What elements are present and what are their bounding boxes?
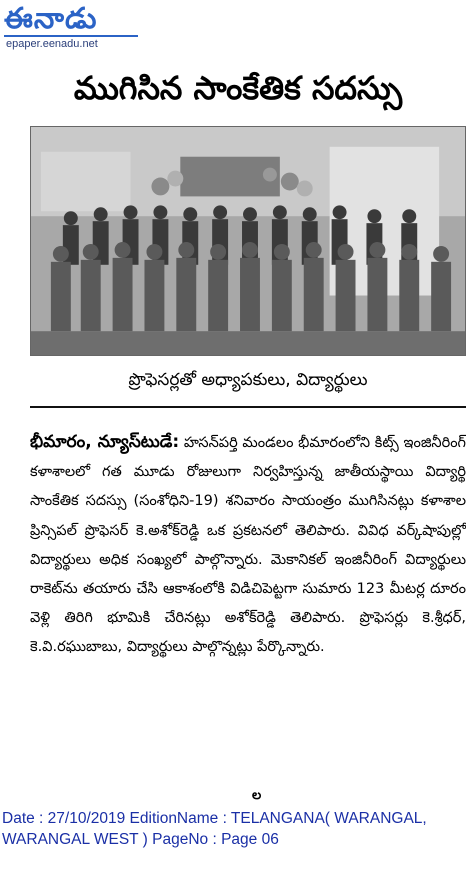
divider xyxy=(30,406,466,408)
footer-line-2: WARANGAL WEST ) PageNo : Page 06 xyxy=(2,831,279,848)
article-dateline: భీమారం, న్యూస్‌టుడే: xyxy=(30,432,180,452)
article-text: హసన్‌పర్తి మండలం భీమారంలోని కిట్స్ ఇంజినీరింగ్ కళాశాలలో గత మూడు రోజులుగా నిర్వహిస్తున్న జాతీయస్థాయి విద్యార్థి సాంకేతిక సదస్సు (సంశోధిని-19) శనివారం సాయంత్రం ముగిసినట్లు కళాశాల ప్రిన్సిపల్ ప్రొఫెసర్ కె.అశోక్‌రెడ్డి ఒక ప్రకటనలో తెలిపారు. వివిధ వర్క్‌షాపుల్లో విద్యార్థులు అధిక సంఖ్యలో పాల్గొన్నారు. మెకానికల్ ఇంజినీరింగ్ విద్యార్థులు రాకెట్‌ను తయారు చేసి ఆకాశంలోకి విడిచిపెట్టగా సుమారు 123 మీటర్ల దూరం వెళ్లి తిరిగి భూమికి చేరినట్లు అశోక్‌రెడ్డి తెలిపారు. ప్రొఫెసర్లు కె.శ్రీధర్, కె.వి.రఘుబాబు, విద్యార్థులు పాల్గొన్నట్లు పేర్కొన్నారు. xyxy=(30,435,466,656)
footer-line-1: Date : 27/10/2019 EditionName : TELANGANA( WARANGAL, xyxy=(2,810,427,827)
article-body xyxy=(30,428,466,788)
bottom-mark: ల xyxy=(252,788,262,803)
logo-underline xyxy=(4,35,138,37)
group-photo xyxy=(30,126,466,356)
group-photo-image xyxy=(31,127,465,355)
masthead xyxy=(0,0,474,52)
edition-footer xyxy=(2,808,472,854)
article-headline: ముగిసిన సాంకేతిక సదస్సు xyxy=(73,69,403,107)
photo-caption: ప్రొఫెసర్లతో అధ్యాపకులు, విద్యార్థులు xyxy=(128,370,368,390)
epaper-url[interactable]: epaper.eenadu.net xyxy=(6,38,98,50)
eenadu-logo[interactable]: ఈనాడు xyxy=(4,1,98,35)
